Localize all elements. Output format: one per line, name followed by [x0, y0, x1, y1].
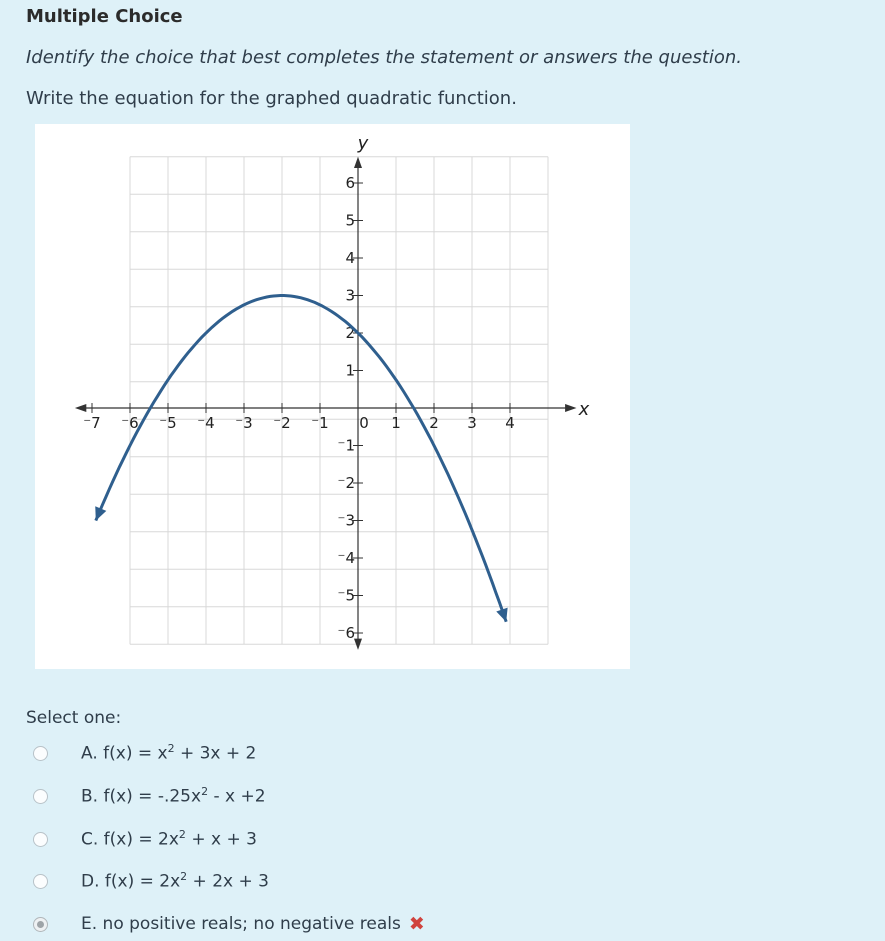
y-tick-label: 2	[345, 324, 355, 342]
option-e-label[interactable]: E. no positive reals; no negative reals	[81, 914, 401, 934]
y-tick-label: ⁻3	[337, 511, 355, 530]
graph-svg	[35, 124, 630, 669]
option-d-radio[interactable]	[33, 874, 48, 889]
y-tick-label: ⁻5	[337, 586, 355, 605]
option-a-label[interactable]: A. $f(x) = x^2 + 3x + 2$	[81, 742, 257, 764]
y-tick-label: ⁻2	[337, 474, 355, 492]
option-c[interactable]	[33, 824, 257, 854]
curve-arrow-right	[496, 608, 507, 622]
y-tick-label: ⁻1	[337, 436, 355, 455]
x-axis-label: x	[578, 399, 590, 420]
y-tick-label: 3	[345, 286, 355, 305]
x-tick-label: ⁻1	[311, 414, 329, 432]
y-tick-label: 4	[345, 249, 355, 267]
instructions-text: Identify the choice that best completes the statement or answers the question.	[26, 47, 743, 68]
quadratic-graph	[35, 124, 630, 669]
x-tick-label: ⁻7	[83, 414, 101, 432]
x-tick-label: 4	[505, 414, 515, 432]
option-c-label[interactable]: C. $f(x) = 2x^2 + x + 3$	[81, 828, 257, 850]
x-axis-arrow-left	[75, 404, 86, 412]
option-b-label[interactable]: B. $f(x) = -.25x^2 - x +2$	[81, 785, 266, 807]
x-tick-label: ⁻4	[197, 414, 215, 432]
incorrect-x-icon: ✖	[408, 913, 425, 935]
x-tick-label: 3	[467, 414, 477, 432]
y-tick-label: 5	[345, 211, 355, 230]
x-tick-label: ⁻3	[235, 414, 253, 432]
y-tick-label: ⁻4	[337, 549, 355, 567]
x-tick-label: ⁻2	[273, 414, 291, 432]
option-d-label[interactable]: D. $f(x) = 2x^2 + 2x + 3$	[81, 870, 269, 892]
select-one-label: Select one:	[26, 708, 122, 728]
x-axis-arrow-right	[565, 404, 576, 412]
option-d[interactable]	[33, 866, 269, 896]
section-title: Multiple Choice	[26, 6, 183, 27]
question-text: Write the equation for the graphed quadratic function.	[26, 88, 517, 109]
x-tick-label: ⁻5	[159, 414, 177, 432]
x-tick-label: 1	[391, 414, 401, 432]
x-tick-label: 2	[429, 414, 439, 432]
option-b[interactable]	[33, 781, 266, 811]
grid-lines	[130, 157, 548, 645]
y-axis-label: y	[357, 132, 369, 154]
y-tick-label: ⁻6	[337, 624, 355, 642]
option-c-radio[interactable]	[33, 832, 48, 847]
option-b-radio[interactable]	[33, 789, 48, 804]
y-tick-label: 1	[345, 361, 355, 380]
x-tick-label: 0	[359, 414, 369, 432]
y-tick-label: 6	[345, 174, 355, 192]
option-a-radio[interactable]	[33, 746, 48, 761]
option-e-radio[interactable]	[33, 917, 48, 932]
option-e[interactable]	[33, 909, 425, 939]
y-axis-arrow-up	[354, 157, 362, 168]
x-tick-label: ⁻6	[121, 414, 139, 432]
option-a[interactable]	[33, 738, 256, 768]
